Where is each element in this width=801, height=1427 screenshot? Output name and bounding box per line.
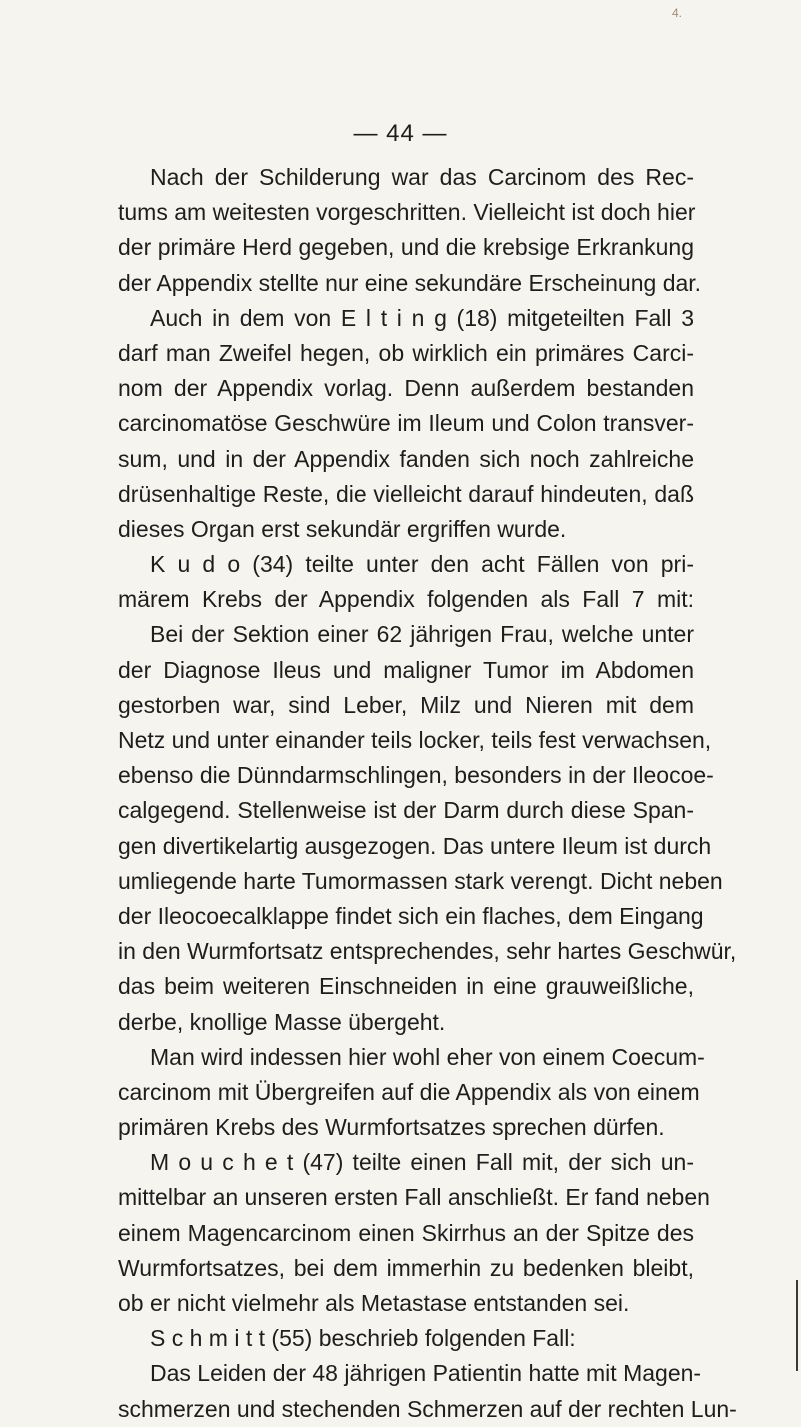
text-line: einem Magencarcinom einen Skirrhus an der Spitze des [118, 1219, 694, 1246]
page-edge-shadow [796, 1280, 798, 1371]
corner-mark: 4. [672, 6, 683, 20]
text-line: der primäre Herd gegeben, und die krebsige Erkrankung [118, 234, 694, 261]
text-line: Wurmfortsatzes, bei dem immerhin zu bedenken bleibt, [118, 1254, 694, 1281]
text-line: der Appendix stellte nur eine sekundäre Erscheinung dar. [118, 269, 702, 296]
text-line: Nach der Schilderung war das Carcinom des Rec- [150, 164, 694, 190]
text-line: darf man Zweifel hegen, ob wirklich ein primäres Carci- [118, 339, 694, 366]
text-line: gestorben war, sind Leber, Milz und Nieren mit dem [118, 691, 694, 718]
text-line: ob er nicht vielmehr als Metastase entstanden sei. [118, 1290, 630, 1316]
body-text [118, 160, 737, 1427]
text-line: Man wird indessen hier wohl eher von einem Coecum- [150, 1043, 705, 1070]
text-line: das beim weiteren Einschneiden in eine grauweißliche, [118, 973, 694, 1000]
text-line: der Diagnose Ileus und maligner Tumor im Abdomen [118, 656, 694, 683]
text-line: märem Krebs der Appendix folgenden als Fall 7 mit: [118, 586, 694, 613]
text-line: umliegende harte Tumormassen stark verengt. Dicht neben [118, 867, 723, 894]
text-line: gen divertikelartig ausgezogen. Das untere Ileum ist durch [118, 832, 712, 859]
text-line: tums am weitesten vorgeschritten. Vielleicht ist doch hier [118, 199, 696, 226]
text-line: schmerzen und stechenden Schmerzen auf der rechten Lun- [118, 1395, 737, 1422]
text-line: Das Leiden der 48 jährigen Patientin hatte mit Magen- [150, 1360, 702, 1387]
page-number: — 44 — [353, 120, 448, 147]
text-line: Netz und unter einander teils locker, teils fest verwachsen, [118, 727, 712, 753]
text-line: M o u c h e t (47) teilte einen Fall mit, der sich un- [150, 1149, 694, 1176]
text-line: carcinom mit Übergreifen auf die Appendix als von einem [118, 1078, 700, 1105]
text-line: nom der Appendix vorlag. Denn außerdem bestanden [118, 375, 694, 402]
text-line: ebenso die Dünndarmschlingen, besonders in der Ileocoe- [118, 762, 714, 789]
text-line: K u d o (34) teilte unter den acht Fällen von pri- [150, 551, 694, 578]
text-line: sum, und in der Appendix fanden sich noch zahlreiche [118, 445, 694, 472]
text-line: in den Wurmfortsatz entsprechendes, sehr hartes Geschwür, [118, 938, 737, 965]
text-line: drüsenhaltige Reste, die vielleicht darauf hindeuten, daß [118, 480, 694, 507]
text-line: derbe, knollige Masse übergeht. [118, 1008, 446, 1035]
text-line: primären Krebs des Wurmfortsatzes sprechen dürfen. [118, 1114, 665, 1141]
text-line: carcinomatöse Geschwüre im Ileum und Colon transver- [118, 410, 694, 437]
text-line: S c h m i t t (55) beschrieb folgenden Fall: [150, 1325, 576, 1352]
text-line: mittelbar an unseren ersten Fall anschließt. Er fand neben [118, 1184, 710, 1211]
text-line: calgegend. Stellenweise ist der Darm durch diese Span- [118, 797, 694, 824]
text-line: dieses Organ erst sekundär ergriffen wurde. [118, 515, 567, 542]
text-line: Bei der Sektion einer 62 jährigen Frau, welche unter [150, 621, 694, 648]
text-line: der Ileocoecalklappe findet sich ein flaches, dem Eingang [118, 902, 704, 929]
text-line: Auch in dem von E l t i n g (18) mitgeteilten Fall 3 [150, 304, 694, 331]
